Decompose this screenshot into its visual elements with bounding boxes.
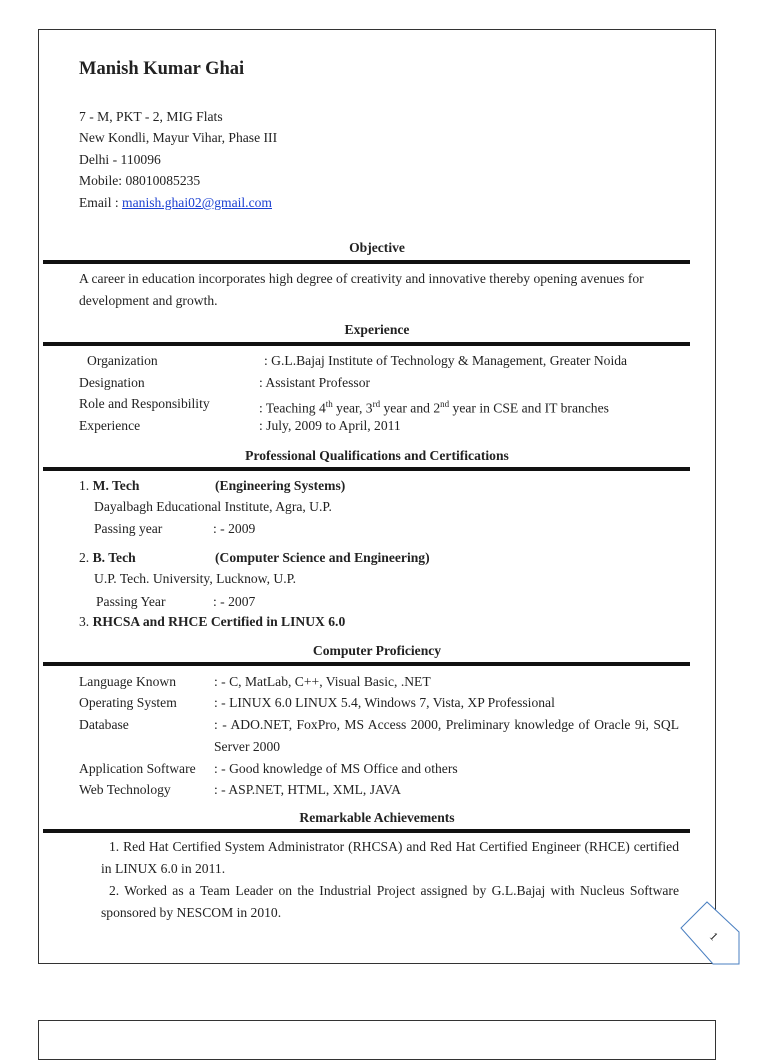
comp-label-language: Language Known: [79, 674, 177, 689]
achievements-divider: [43, 829, 690, 833]
exp-label-organization: Organization: [87, 353, 158, 368]
exp-value-designation: : Assistant Professor: [259, 375, 371, 390]
comp-label-application: Application Software: [79, 761, 196, 776]
qual-item-1-field: (Engineering Systems): [215, 478, 346, 493]
comp-value-os: : - LINUX 6.0 LINUX 5.4, Windows 7, Vista, XP Professional: [214, 695, 555, 710]
comp-label-os: Operating System: [79, 695, 177, 710]
exp-value-role: : Teaching 4th year, 3rd year and 2nd year in CSE and IT branches: [259, 399, 609, 416]
comp-value-web: : - ASP.NET, HTML, XML, JAVA: [214, 782, 401, 797]
computer-heading: Computer Proficiency: [312, 643, 442, 658]
achievement-item-1: 1. Red Hat Certified System Administrator (RHCSA) and Red Hat Certified Engineer (RHCE) certified in LINUX 6.0 in 2011.: [101, 839, 679, 876]
exp-label-role: Role and Responsibility: [79, 396, 210, 411]
mobile-number: Mobile: 08010085235: [79, 173, 201, 188]
qual-item-2-field: (Computer Science and Engineering): [215, 550, 430, 565]
achievement-item-2: 2. Worked as a Team Leader on the Industrial Project assigned by G.L.Bajaj with Nucleus Software sponsored by NESCOM in 2010.: [101, 883, 679, 920]
exp-label-experience: Experience: [79, 418, 141, 433]
exp-value-experience: : July, 2009 to April, 2011: [259, 418, 401, 433]
qual-item-2-year-label: Passing Year: [96, 594, 166, 609]
email-row: [79, 195, 272, 211]
comp-label-web: Web Technology: [79, 782, 171, 797]
objective-text: A career in education incorporates high degree of creativity and innovative thereby opening avenues for development and growth.: [79, 271, 644, 308]
comp-value-database: : - ADO.NET, FoxPro, MS Access 2000, Preliminary knowledge of Oracle 9i, SQL Server 2000: [214, 717, 679, 754]
computer-divider: [43, 662, 690, 666]
qual-item-1-year-label: Passing year: [94, 521, 163, 536]
candidate-name: Manish Kumar Ghai: [79, 59, 245, 79]
comp-label-database: Database: [79, 717, 129, 732]
exp-value-organization: : G.L.Bajaj Institute of Technology & Management, Greater Noida: [264, 353, 628, 368]
qual-item-2: 2. B. Tech: [79, 550, 136, 565]
email-link[interactable]: manish.ghai02@gmail.com: [122, 195, 272, 210]
objective-divider: [43, 260, 690, 264]
experience-heading: Experience: [344, 322, 410, 337]
resume-page: [38, 29, 722, 964]
qual-item-1-year: : - 2009: [213, 521, 256, 536]
qual-item-2-institute: U.P. Tech. University, Lucknow, U.P.: [94, 571, 297, 586]
qual-item-3: 3. RHCSA and RHCE Certified in LINUX 6.0: [79, 614, 346, 629]
qualifications-heading: Professional Qualifications and Certifications: [245, 448, 509, 463]
address-line-1: 7 - M, PKT - 2, MIG Flats: [79, 109, 223, 124]
objective-heading: Objective: [349, 240, 405, 255]
qual-item-2-year: : - 2007: [213, 594, 256, 609]
next-page-edge: [38, 1020, 716, 1060]
experience-divider: [43, 342, 690, 346]
qual-item-1-institute: Dayalbagh Educational Institute, Agra, U.P.: [94, 499, 332, 514]
comp-value-language: : - C, MatLab, C++, Visual Basic, .NET: [214, 674, 431, 689]
comp-value-application: : - Good knowledge of MS Office and others: [214, 761, 458, 776]
email-label: Email :: [79, 195, 123, 210]
page-number: 1: [706, 929, 722, 944]
address-line-2: New Kondli, Mayur Vihar, Phase III: [79, 130, 278, 145]
achievements-heading: Remarkable Achievements: [299, 810, 455, 825]
qualifications-divider: [43, 467, 690, 471]
exp-label-designation: Designation: [79, 375, 145, 390]
qual-item-1: 1. M. Tech: [79, 478, 140, 493]
address-line-3: Delhi - 110096: [79, 152, 161, 167]
page-number-corner: [679, 900, 743, 966]
